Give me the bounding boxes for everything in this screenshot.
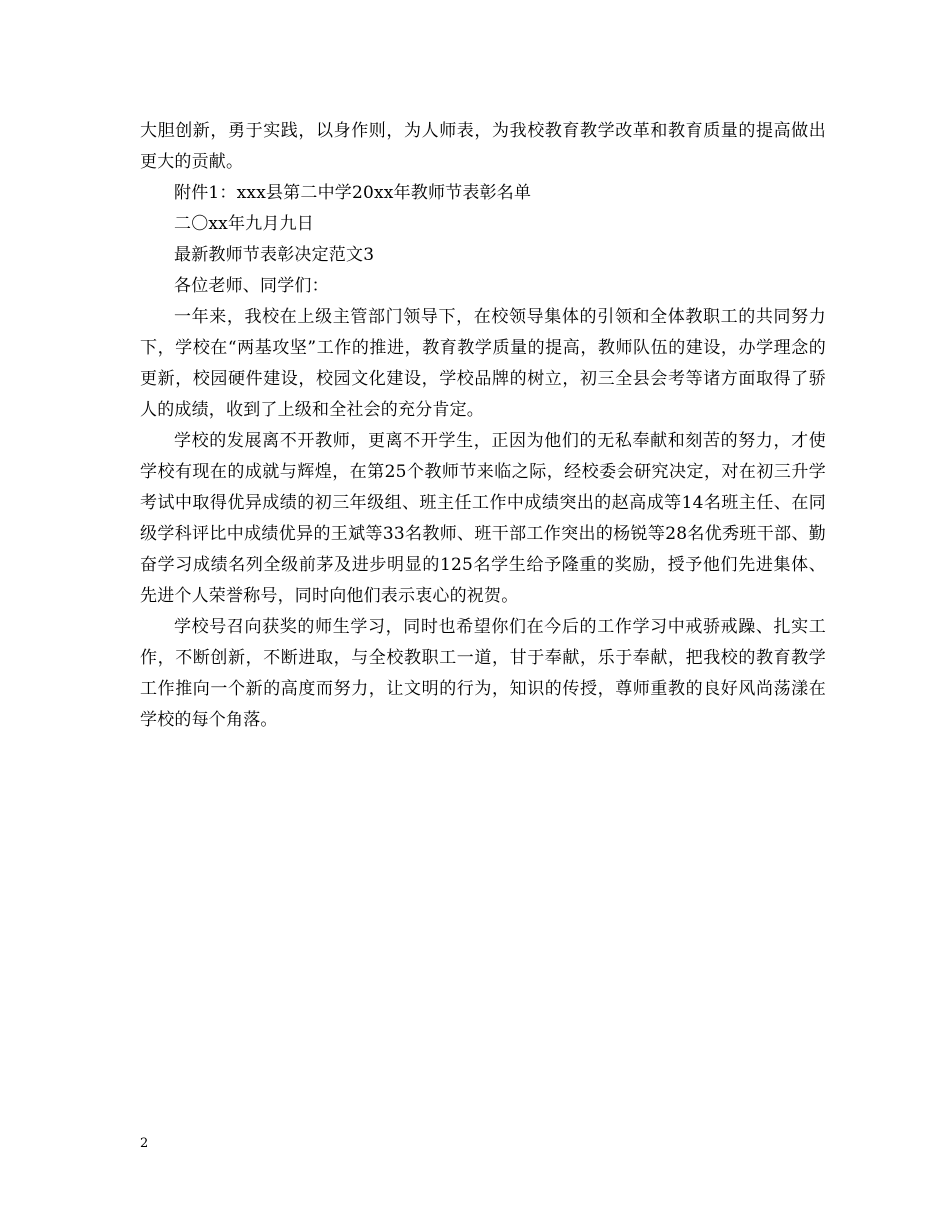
paragraph-body: 一年来，我校在上级主管部门领导下，在校领导集体的引领和全体教职工的共同努力下，学校在“两基攻坚”工作的推进，教育教学质量的提高，教师队伍的建设，办学理念的更新，校园硬件建设，校园文化建设，学校品牌的树立，初三全县会考等诸方面取得了骄人的成绩，收到了上级和全社会的充分肯定。 [140, 307, 826, 420]
paragraph-body: 学校的发展离不开教师，更离不开学生，正因为他们的无私奉献和刻苦的努力，才使学校有现在的成就与辉煌，在第25个教师节来临之际，经校委会研究决定，对在初三升学考试中取得优异成绩的初三年级组、班主任工作中成绩突出的赵高成等14名班主任、在同级学科评比中成绩优异的王斌等33名教师、班干部工作突出的杨锐等28名优秀班干部、勤奋学习成绩名列全级前茅及进步明显的125名学生给予隆重的奖励，授予他们先进集体、先进个人荣誉称号，同时向他们表示衷心的祝贺。 [140, 431, 826, 606]
paragraph-section-title: 最新教师节表彰决定范文3 [174, 245, 375, 265]
paragraph-continuation: 大胆创新，勇于实践，以身作则，为人师表，为我校教育教学改革和教育质量的提高做出更大的贡献。 [140, 121, 826, 172]
page-number: 2 [140, 1136, 149, 1151]
document-body [140, 116, 826, 736]
paragraph-attachment: 附件1：xxx县第二中学20xx年教师节表彰名单 [174, 183, 532, 203]
paragraph-salutation: 各位老师、同学们： [174, 276, 329, 296]
paragraph-date: 二〇xx年九月九日 [174, 214, 314, 234]
paragraph-body: 学校号召向获奖的师生学习，同时也希望你们在今后的工作学习中戒骄戒躁、扎实工作，不断创新，不断进取，与全校教职工一道，甘于奉献，乐于奉献，把我校的教育教学工作推向一个新的高度而努力，让文明的行为，知识的传授，尊师重教的良好风尚荡漾在学校的每个角落。 [140, 617, 826, 730]
